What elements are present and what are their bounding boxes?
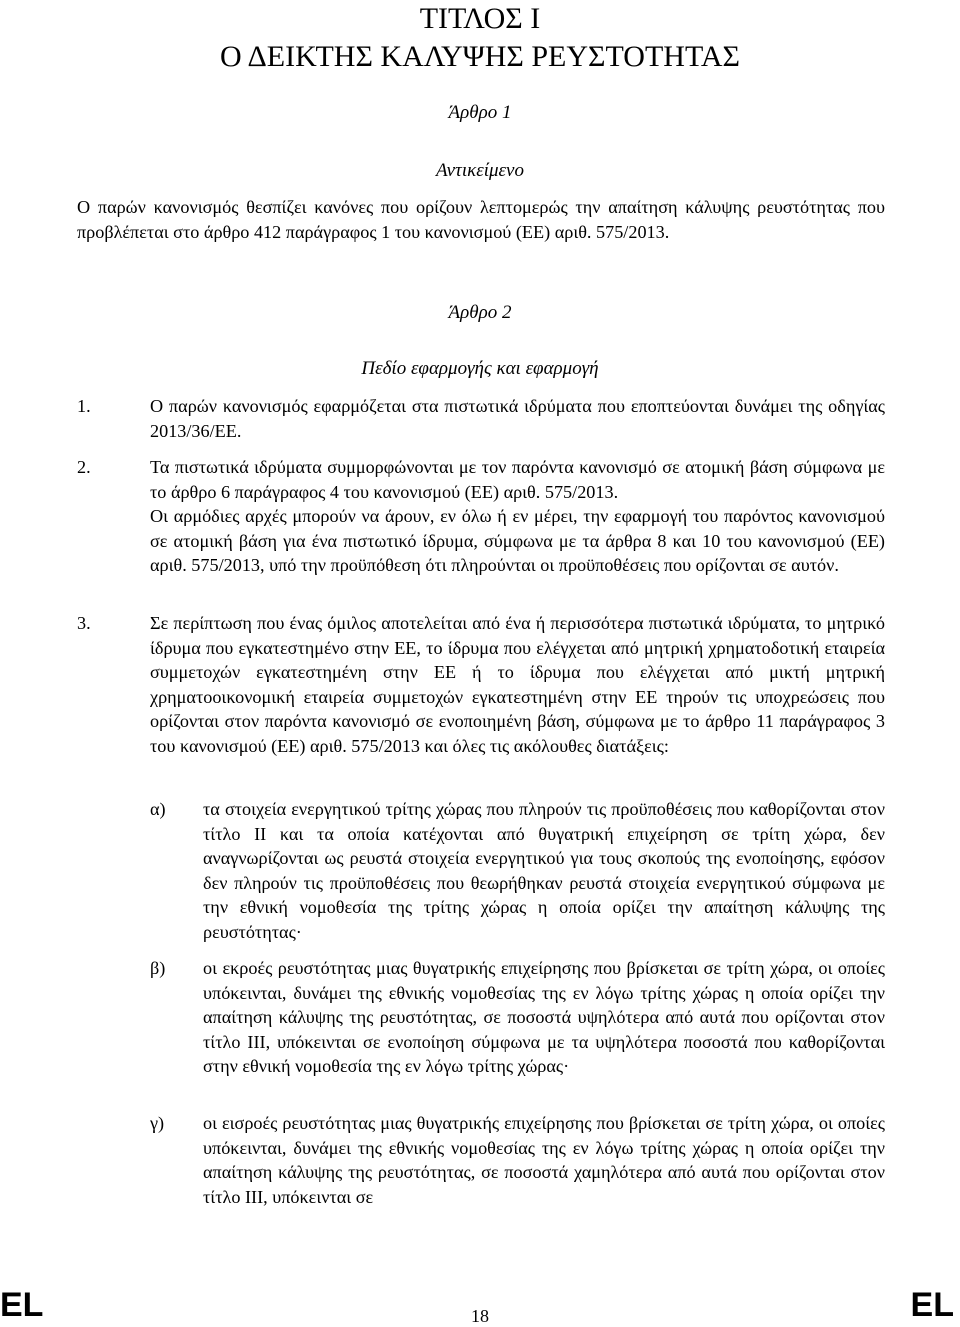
article-1-heading: Άρθρο 1 — [448, 102, 512, 123]
item-paragraph: Οι αρμόδιες αρχές μπορούν να άρουν, εν όλω ή εν μέρει, την εφαρμογή του παρόντος κανονισμού σε ατομική βάση για ένα πιστωτικό ίδρυμα, σύμφωνα με τα άρθρα 8 και 10 του κανονισμού (ΕΕ) αριθ. 575/2013, υπό την προϋπόθεση ότι πληρούνται οι προϋποθέσεις που ορίζονται σε αυτόν. — [150, 506, 885, 575]
subitem-beta — [150, 956, 885, 1079]
item-number: 2. — [77, 457, 91, 477]
title-line-1: ΤΙΤΛΟΣ Ι — [419, 2, 541, 35]
subitem-text: οι εισροές ρευστότητας μιας θυγατρικής επιχείρησης που βρίσκεται σε τρίτη χώρα, οι οποίες υπόκεινται, δυνάμει της εθνικής νομοθεσίας της εν λόγω τρίτης χώρας η οποία ορίζει την απαίτηση κάλυψης της ρευστότητας, σε ποσοστά χαμηλότερα από αυτά που ορίζονται στον τίτλο III, υπόκεινται σε — [203, 1113, 885, 1207]
article-2-item-2 — [77, 455, 885, 578]
article-2-subheading: Πεδίο εφαρμογής και εφαρμογή — [361, 358, 599, 379]
subitem-label: β) — [150, 958, 166, 978]
article-2-heading: Άρθρο 2 — [448, 302, 512, 323]
subitem-text: τα στοιχεία ενεργητικού τρίτης χώρας που πληρούν τις προϋποθέσεις που καθορίζονται στον τίτλο II και τα οποία κατέχονται από θυγατρική επιχείρηση σε τρίτη χώρα, δεν αναγνωρίζονται ως ρευστά στοιχεία ενεργητικού για τους σκοπούς της ενοποίησης, εφόσον δεν πληρούν τις προϋποθέσεις που θεωρήθηκαν ρευστά στοιχεία ενεργητικού σύμφωνα με την εθνική νομοθεσία της τρίτης χώρας η οποία ορίζει την απαίτηση κάλυψης της ρευστότητας· — [203, 799, 885, 942]
footer-page-number: 18 — [471, 1306, 489, 1326]
article-1-text: Ο παρών κανονισμός θεσπίζει κανόνες που ορίζουν λεπτομερώς την απαίτηση κάλυψης ρευστότητας που προβλέπεται στο άρθρο 412 παράγραφος 1 του κανονισμού (ΕΕ) αριθ. 575/2013. — [77, 197, 885, 242]
article-1-subheading: Αντικείμενο — [436, 160, 524, 181]
subitem-gamma — [150, 1111, 885, 1209]
item-paragraph: Τα πιστωτικά ιδρύματα συμμορφώνονται με τον παρόντα κανονισμό σε ατομική βάση σύμφωνα με το άρθρο 6 παράγραφος 4 του κανονισμού (ΕΕ) αριθ. 575/2013. — [150, 457, 885, 502]
title-block — [0, 0, 960, 76]
article-2-item-1 — [77, 394, 885, 443]
subitem-label: α) — [150, 799, 166, 819]
footer-language-right: EL — [910, 1286, 954, 1324]
subitem-label: γ) — [150, 1113, 165, 1133]
subitem-alpha — [150, 797, 885, 944]
item-paragraph: Ο παρών κανονισμός εφαρμόζεται στα πιστωτικά ιδρύματα που εποπτεύονται δυνάμει της οδηγίας 2013/36/ΕΕ. — [150, 396, 885, 441]
subitem-text: οι εκροές ρευστότητας μιας θυγατρικής επιχείρησης που βρίσκεται σε τρίτη χώρα, οι οποίες υπόκεινται, δυνάμει της εθνικής νομοθεσίας της εν λόγω τρίτης χώρας η οποία ορίζει την απαίτηση κάλυψης της ρευστότητας, σε ποσοστά υψηλότερα από αυτά που ορίζονται στον τίτλο III, υπόκεινται σε ενοποίηση σύμφωνα με τα υψηλότερα ποσοστά που καθορίζονται στην εθνική νομοθεσία της εν λόγω τρίτης χώρας· — [203, 958, 885, 1076]
item-paragraph: Σε περίπτωση που ένας όμιλος αποτελείται από ένα ή περισσότερα πιστωτικά ιδρύματα, το μητρικό ίδρυμα που εγκατεστημένο στην ΕΕ, το ίδρυμα που ελέγχεται από μητρική χρηματοδοτική εταιρεία συμμετοχών εγκατεστημένη στην ΕΕ ή το ίδρυμα που ελέγχεται από μικτή μητρική χρηματοοικονομική εταιρεία συμμετοχών εγκατεστημένη στην ΕΕ τηρούν τις υποχρεώσεις που ορίζονται στον παρόντα κανονισμό σε ενοποιημένη βάση, σύμφωνα με το άρθρο 11 παράγραφος 3 του κανονισμού (ΕΕ) αριθ. 575/2013 και όλες τις ακόλουθες διατάξεις: — [150, 613, 885, 756]
title-line-2: Ο ΔΕΙΚΤΗΣ ΚΑΛΥΨΗΣ ΡΕΥΣΤΟΤΗΤΑΣ — [220, 40, 740, 73]
item-number: 3. — [77, 613, 91, 633]
article-2-item-3 — [77, 611, 885, 758]
footer-language-left: EL — [0, 1286, 44, 1324]
item-number: 1. — [77, 396, 91, 416]
